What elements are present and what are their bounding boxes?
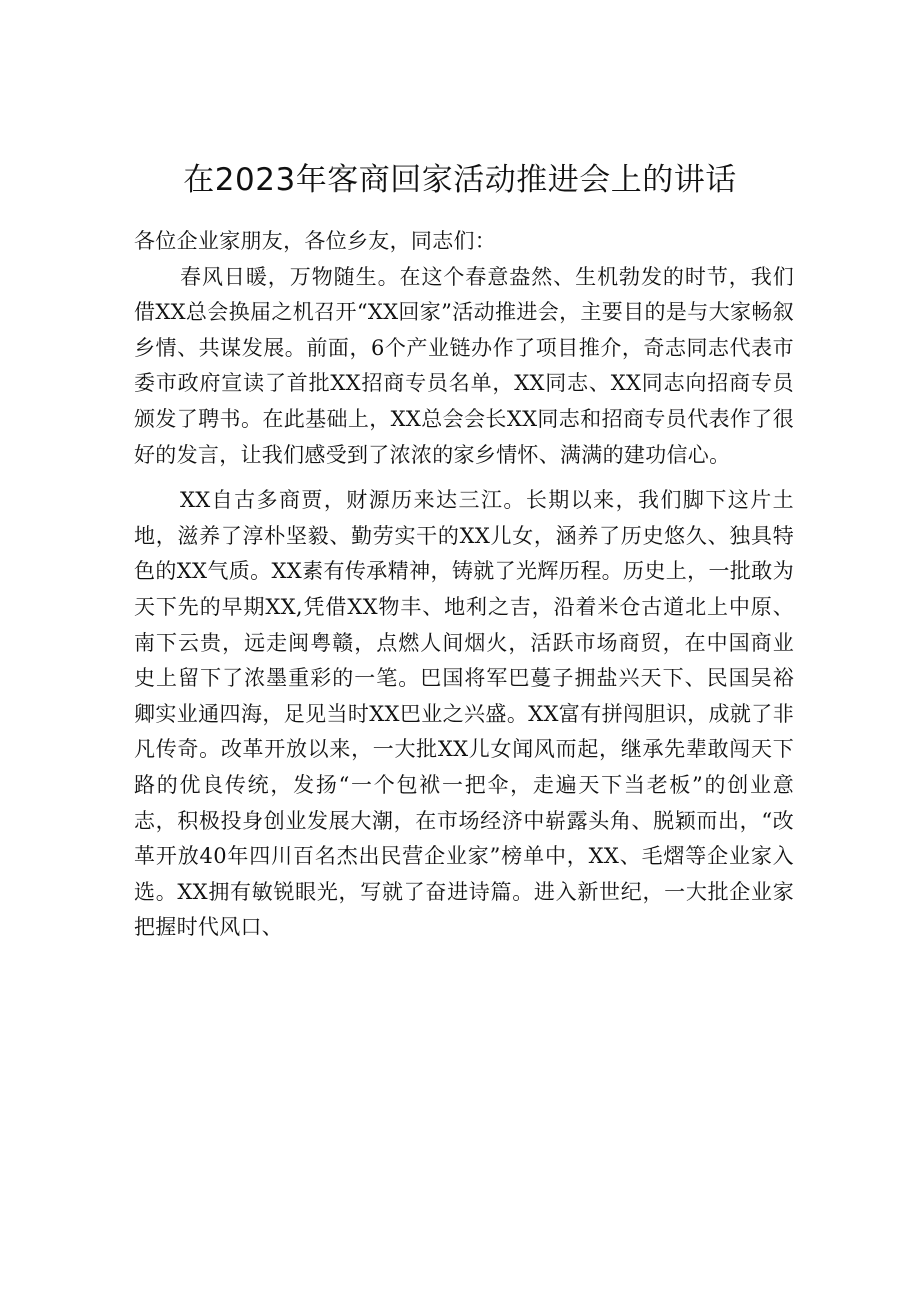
paragraph-1: 春风日暖，万物随生。在这个春意盎然、生机勃发的时节，我们借XX总会换届之机召开“XX回家”活动推进会，主要目的是与大家畅叙乡情、共谋发展。前面，6个产业链办作了项目推介，奇志同志代表市委市政府宣读了首批XX招商专员名单，XX同志、XX同志向招商专员颁发了聘书。在此基础上，XX总会会长XX同志和招商专员代表作了很好的发言，让我们感受到了浓浓的家乡情怀、满满的建功信心。: [134, 264, 794, 467]
document-title: 在2023年客商回家活动推进会上的讲话: [183, 162, 737, 198]
salutation: 各位企业家朋友，各位乡友，同志们：: [134, 229, 497, 253]
paragraph-2: XX自古多商贾，财源历来达三江。长期以来，我们脚下这片土地，滋养了淳朴坚毅、勤劳实干的XX儿女，涵养了历史悠久、独具特色的XX气质。XX素有传承精神，铸就了光辉历程。历史上，一批敢为天下先的早期XX,凭借XX物丰、地利之吉，沿着米仓古道北上中原、南下云贵，远走闽粤赣，点燃人间烟火，活跃市场商贸，在中国商业史上留下了浓墨重彩的一笔。巴国将军巴蔓子拥盐兴天下、民国吴裕卿实业通四海，足见当时XX巴业之兴盛。XX富有拼闯胆识，成就了非凡传奇。改革开放以来，一大批XX儿女闻风而起，继承先辈敢闯天下路的优良传统，发扬“一个包袱一把伞，走遍天下当老板”的创业意志，积极投身创业发展大潮，在市场经济中崭露头角、脱颖而出，“改革开放40年四川百名杰出民营企业家”榜单中，XX、毛熠等企业家入选。XX拥有敏锐眼光，写就了奋进诗篇。进入新世纪，一大批企业家把握时代风口、: [134, 488, 794, 940]
document-body: [134, 224, 794, 946]
